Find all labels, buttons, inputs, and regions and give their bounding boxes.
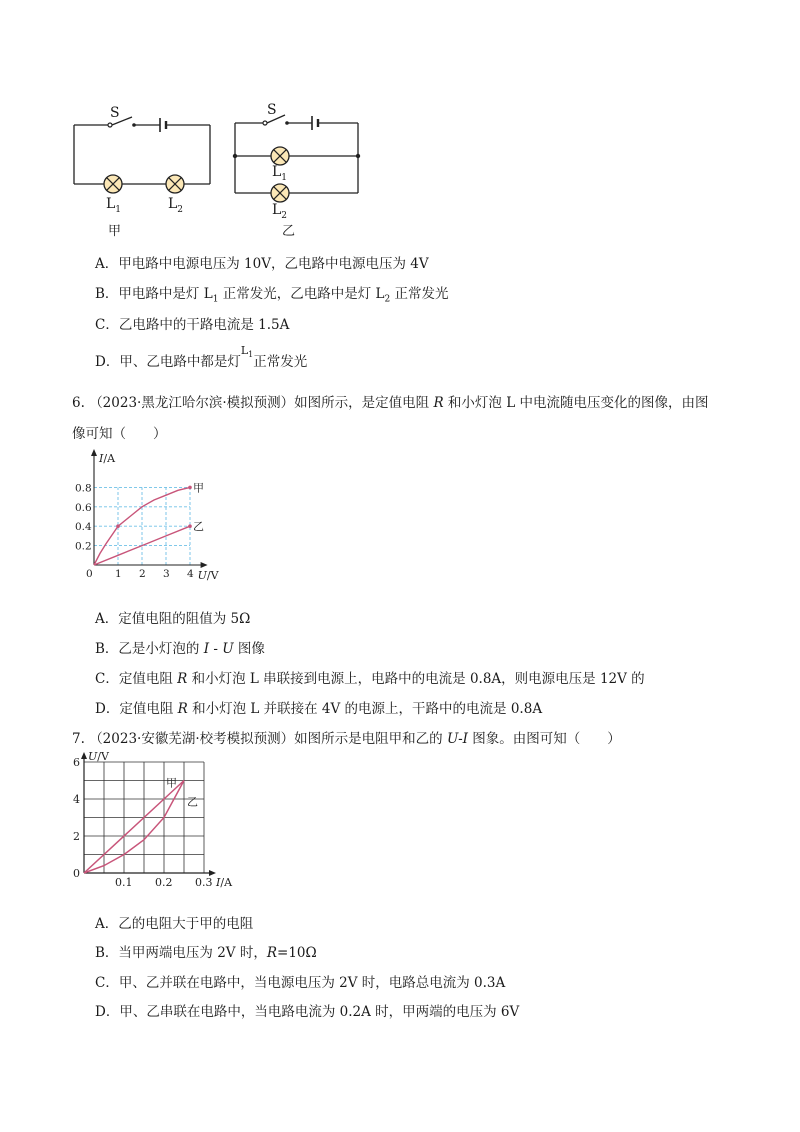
circuit-jia-diagram: [60, 95, 230, 245]
option-letter: D．: [95, 354, 120, 370]
x-tick-label: 0.3: [195, 876, 213, 889]
lamp-label-l1: [272, 164, 287, 183]
q6-option-d[interactable]: [95, 700, 542, 718]
q7-option-c[interactable]: [95, 974, 505, 992]
lamp-letter: L: [168, 196, 178, 212]
lamp-l2-yi: [271, 184, 289, 202]
q7-option-a[interactable]: [95, 915, 253, 933]
option-letter: B．: [95, 641, 119, 657]
circuit-caption: 甲: [108, 224, 122, 239]
q7-option-d[interactable]: [95, 1003, 519, 1021]
question-text: 图象。由图可知（ ）: [467, 731, 621, 747]
x-tick-label: 1: [115, 568, 122, 580]
lamp-label-l2: [168, 196, 183, 215]
option-text: 正常发光: [390, 286, 449, 302]
y-axis-label-symbol: U: [88, 750, 98, 763]
option-text: 定值电阻的阻值为 5Ω: [118, 611, 251, 627]
symbol-r: R: [433, 395, 444, 411]
option-text: =10Ω: [277, 945, 317, 961]
symbol-u: U: [222, 641, 234, 657]
q6-option-b[interactable]: [95, 640, 265, 658]
option-text: 正常发光，乙电路中是灯 L: [218, 286, 385, 302]
question-text: 如图所示是电阻甲和乙的: [294, 731, 447, 747]
option-letter: C．: [95, 671, 119, 687]
switch-label: S: [110, 105, 120, 121]
symbol-i: I: [203, 641, 210, 657]
option-text: 甲电路中电源电压为 10V，乙电路中电源电压为 4V: [118, 256, 429, 272]
q6-stem: [72, 394, 708, 412]
lamp-l1-jia: [104, 175, 122, 193]
data-point: [116, 524, 120, 528]
lamp-label-l2: [272, 202, 287, 221]
q5-option-d[interactable]: [95, 344, 308, 376]
lamp-letter: L: [272, 202, 282, 218]
q5-option-b[interactable]: [95, 285, 449, 309]
q6-option-a[interactable]: [95, 610, 250, 628]
option-text: 定值电阻: [118, 671, 178, 687]
x-axis-label-unit: /V: [206, 569, 219, 582]
option-text: 乙的电阻大于甲的电阻: [118, 916, 254, 932]
x-axis-label-symbol: I: [216, 876, 221, 889]
series-label: 甲: [166, 776, 177, 790]
chart-iu: [60, 445, 240, 585]
circuit-yi: [225, 95, 375, 245]
subscript: 1: [212, 294, 219, 305]
option-letter: A．: [95, 256, 119, 272]
data-point: [188, 486, 192, 490]
option-letter: A．: [95, 916, 119, 932]
y-tick-label: 6: [73, 756, 80, 769]
y-tick-label: 0.8: [75, 482, 92, 495]
y-tick-label: 0.6: [75, 501, 92, 514]
option-text: 乙是小灯泡的: [118, 641, 204, 657]
lamp-subscript: 1: [115, 204, 122, 215]
question-text: 如图所示，是定值电阻: [294, 395, 434, 411]
series-label: 乙: [193, 520, 204, 534]
x-axis-label-symbol: U: [197, 569, 207, 582]
option-text: 甲、乙电路中都是灯: [119, 354, 241, 370]
q7-option-b[interactable]: [95, 944, 317, 962]
x-axis-arrow: [201, 562, 208, 568]
series-label: 乙: [187, 795, 198, 809]
lamp-l2-jia: [166, 175, 184, 193]
x-axis-label: [198, 569, 220, 582]
option-letter: D．: [95, 701, 120, 717]
option-letter: B．: [95, 286, 119, 302]
y-axis-label-symbol: I: [99, 452, 104, 465]
x-tick-label: 0.2: [155, 876, 173, 889]
circuit-caption: 乙: [282, 224, 296, 239]
x-tick-label: 0.1: [115, 876, 133, 889]
series-label: 甲: [193, 481, 204, 495]
option-letter: D．: [95, 1004, 120, 1020]
y-axis-label: [98, 452, 116, 465]
option-text: 正常发光: [253, 354, 308, 370]
y-axis-label: [88, 750, 110, 763]
option-text: 和小灯泡 L 并联接在 4V 的电源上，干路中的电流是 0.8A: [187, 701, 543, 717]
option-text: 甲、乙并联在电路中，当电源电压为 2V 时，电路总电流为 0.3A: [118, 975, 506, 991]
y-tick-label: 0: [73, 867, 80, 880]
lamp-letter: L: [106, 196, 116, 212]
chart-ui: [60, 750, 233, 892]
symbol-r: R: [266, 945, 278, 961]
option-text: -: [209, 641, 223, 657]
option-text: 图像: [233, 641, 265, 657]
circuit-yi-diagram: [225, 95, 375, 245]
option-text: 乙电路中的干路电流是 1.5A: [118, 317, 290, 333]
y-axis-label-unit: /V: [97, 750, 109, 763]
x-tick-label: 0: [86, 568, 93, 580]
option-text: 当甲两端电压为 2V 时，: [118, 945, 267, 961]
series-line-jia: [84, 781, 184, 874]
lamp-subscript: 1: [248, 350, 254, 360]
question-source: （2023·黑龙江哈尔滨·模拟预测）: [89, 395, 295, 411]
switch-label: S: [267, 102, 277, 118]
y-tick-label: 0.4: [75, 521, 92, 534]
option-letter: C．: [95, 975, 119, 991]
q7-stem: [72, 730, 621, 748]
symbol-r: R: [177, 671, 188, 687]
y-axis-label-unit: /A: [103, 452, 116, 465]
lamp-letter: L: [240, 344, 249, 357]
option-text: 定值电阻: [119, 701, 178, 717]
lamp-subscript: 1: [281, 172, 288, 183]
option-letter: B．: [95, 945, 119, 961]
superscript-lamp: [240, 344, 254, 360]
y-axis-arrow: [91, 449, 97, 456]
q6-option-c[interactable]: [95, 670, 645, 688]
lamp-letter: L: [272, 164, 282, 180]
option-text: 甲电路中是灯 L: [118, 286, 213, 302]
lamp-l1-yi: [271, 147, 289, 165]
question-number: 7.: [72, 731, 85, 747]
x-tick-label: 3: [163, 568, 170, 580]
option-text: 和小灯泡 L 串联接到电源上，电路中的电流是 0.8A，则电源电压是 12V 的: [187, 671, 645, 687]
x-tick-label: 4: [187, 568, 194, 580]
option-text: 甲、乙串联在电路中，当电路电流为 0.2A 时，甲两端的电压为 6V: [119, 1004, 520, 1020]
y-tick-label: 0.2: [75, 540, 92, 553]
option-letter: A．: [95, 611, 119, 627]
lamp-subscript: 2: [281, 210, 288, 221]
question-text: 和小灯泡 L 中电流随电压变化的图像，由图: [443, 395, 709, 411]
lamp-label-l1: [106, 196, 121, 215]
y-tick-label: 4: [73, 793, 80, 806]
y-tick-label: 2: [73, 830, 80, 843]
x-axis-label: [215, 876, 233, 889]
option-letter: C．: [95, 317, 119, 333]
x-axis-label-unit: /A: [220, 876, 233, 889]
q5-option-c[interactable]: [95, 316, 289, 334]
subscript: 2: [384, 294, 391, 305]
symbol-ui: U-I: [446, 731, 468, 747]
x-tick-label: 2: [139, 568, 146, 580]
data-point: [188, 524, 192, 528]
lamp-subscript: 2: [177, 204, 184, 215]
symbol-r: R: [177, 701, 188, 717]
q5-option-a[interactable]: [95, 255, 429, 273]
question-source: （2023·安徽芜湖·校考模拟预测）: [89, 731, 295, 747]
y-axis-arrow: [81, 752, 87, 759]
question-number: 6.: [72, 395, 85, 411]
q6-stem-line2: 像可知（ ）: [72, 426, 167, 442]
circuit-jia: [60, 95, 230, 245]
